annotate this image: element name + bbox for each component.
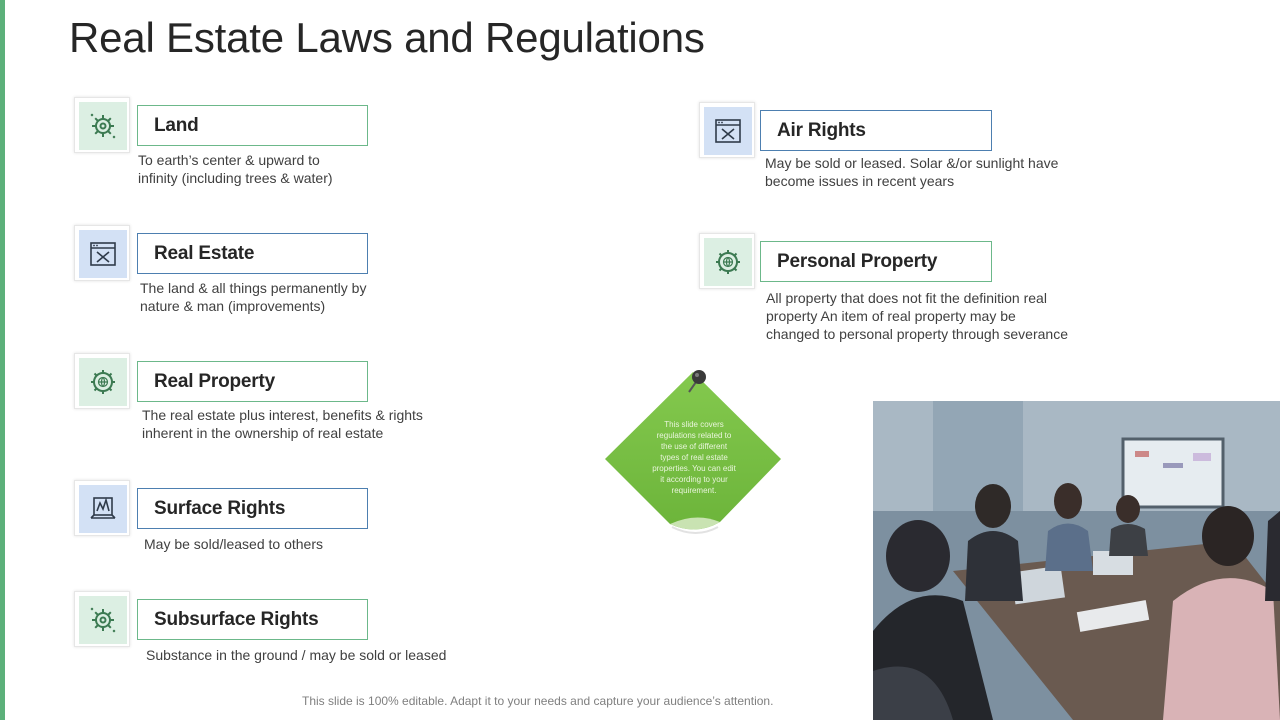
real-estate-icon-box xyxy=(74,225,130,281)
personal-property-icon-box xyxy=(699,233,755,289)
subsurface-rights-label: Subsurface Rights xyxy=(154,608,319,630)
personal-property-label: Personal Property xyxy=(777,250,938,272)
air-rights-description xyxy=(765,154,1058,190)
land-label: Land xyxy=(154,114,199,136)
real-property-description xyxy=(142,406,423,442)
note-line: it according to your xyxy=(660,475,728,484)
meeting-photo-illustration xyxy=(873,401,1280,720)
real-property-icon-box xyxy=(74,353,130,409)
desc-line: infinity (including trees & water) xyxy=(138,170,333,186)
meeting-photo xyxy=(873,401,1280,720)
personal-property-label-box xyxy=(760,241,992,282)
sticky-note-text xyxy=(640,419,748,496)
land-description xyxy=(138,151,333,187)
surface-rights-icon-box xyxy=(74,480,130,536)
real-estate-label: Real Estate xyxy=(154,242,255,264)
air-rights-label: Air Rights xyxy=(777,119,866,141)
subsurface-rights-description xyxy=(146,646,446,664)
real-property-label-box xyxy=(137,361,368,402)
real-estate-description xyxy=(140,279,366,315)
land-label-box xyxy=(137,105,368,146)
left-accent-bar xyxy=(0,0,5,720)
note-line: the use of different xyxy=(660,442,728,451)
gear-globe-icon xyxy=(88,367,118,397)
personal-property-description xyxy=(766,289,1068,343)
pushpin-icon xyxy=(684,366,714,396)
note-line: requirement. xyxy=(671,486,717,495)
air-rights-icon-box xyxy=(699,102,755,158)
real-property-label: Real Property xyxy=(154,370,275,392)
desc-line: changed to personal property through severance xyxy=(766,326,1068,342)
note-line: This slide covers xyxy=(664,420,724,429)
note-line: properties. You can edit xyxy=(652,464,736,473)
desc-line: The real estate plus interest, benefits & rights xyxy=(142,407,423,423)
footer-note: This slide is 100% editable. Adapt it to your needs and capture your audience’s attention. xyxy=(302,694,774,708)
surface-rights-label-box xyxy=(137,488,368,529)
desc-line: Substance in the ground / may be sold or leased xyxy=(146,647,447,663)
desc-line: nature & man (improvements) xyxy=(140,298,326,314)
note-line: types of real estate xyxy=(660,453,728,462)
desc-line: The land & all things permanently by xyxy=(140,280,367,296)
chart-laptop-icon xyxy=(88,494,118,524)
desc-line: To earth’s center & upward to xyxy=(138,152,320,168)
gear-icon xyxy=(88,605,118,635)
desc-line: May be sold/leased to others xyxy=(144,536,323,552)
real-estate-label-box xyxy=(137,233,368,274)
land-icon-box xyxy=(74,97,130,153)
tools-window-icon xyxy=(713,116,743,146)
subsurface-rights-label-box xyxy=(137,599,368,640)
tools-window-icon xyxy=(88,239,118,269)
surface-rights-description xyxy=(144,535,323,553)
desc-line: become issues in recent years xyxy=(765,173,955,189)
note-line: regulations related to xyxy=(656,431,732,440)
desc-line: All property that does not fit the definition real xyxy=(766,290,1047,306)
air-rights-label-box xyxy=(760,110,992,151)
subsurface-rights-icon-box xyxy=(74,591,130,647)
page-title: Real Estate Laws and Regulations xyxy=(69,14,705,61)
gear-icon xyxy=(88,111,118,141)
surface-rights-label: Surface Rights xyxy=(154,497,286,519)
desc-line: inherent in the ownership of real estate xyxy=(142,425,384,441)
desc-line: May be sold or leased. Solar &/or sunlight have xyxy=(765,155,1059,171)
desc-line: property An item of real property may be xyxy=(766,308,1016,324)
gear-globe-icon xyxy=(713,247,743,277)
